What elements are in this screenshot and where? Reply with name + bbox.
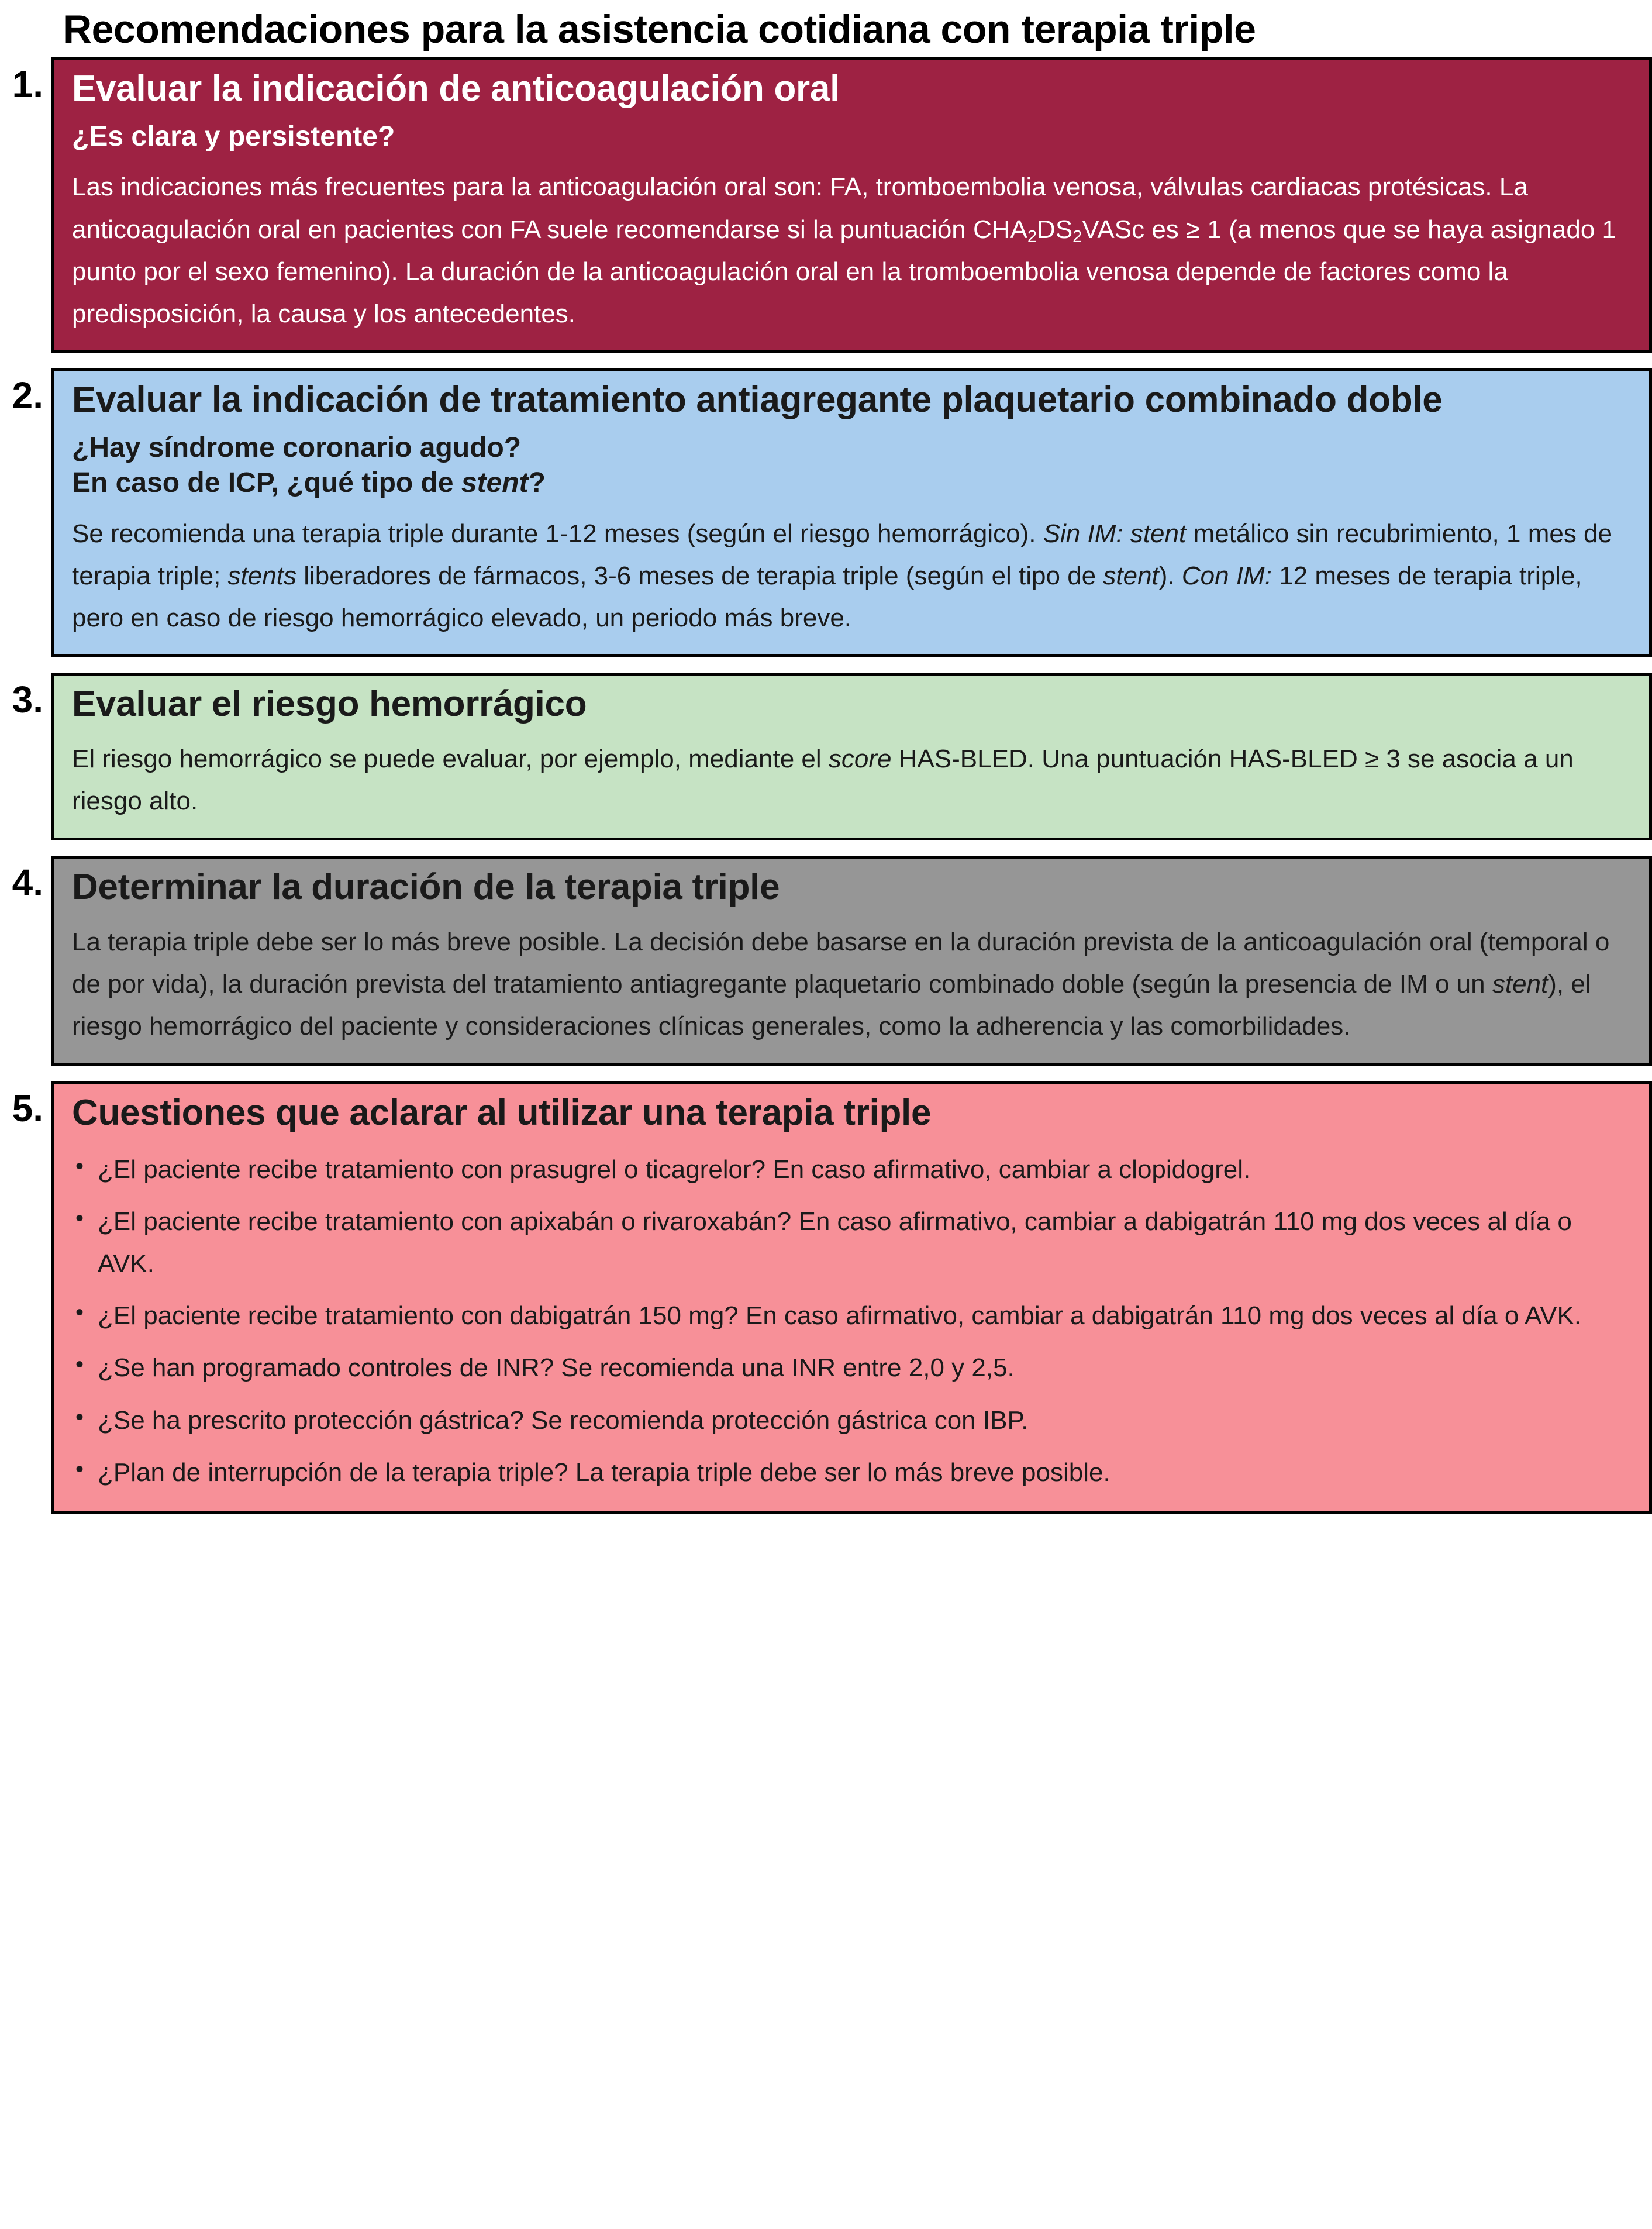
list-item: • ¿Se ha prescrito protección gástrica? Se recomienda protección gástrica con IBP.	[72, 1400, 1632, 1441]
step-2-body-i1: Sin IM: stent	[1043, 519, 1187, 548]
step-2-body-p4: ).	[1158, 561, 1182, 591]
list-item: • ¿El paciente recibe tratamiento con prasugrel o ticagrelor? En caso afirmativo, cambiar a clopidogrel.	[72, 1149, 1632, 1190]
step-2-subtitle-line-1: ¿Hay síndrome coronario agudo?	[72, 432, 522, 463]
step-2-body-p2: metálico sin recubrimiento, 1 mes de terapia triple;	[72, 519, 1612, 591]
step-3-body-p1: El riesgo hemorrágico se puede evaluar, por ejemplo, mediante el	[72, 745, 829, 774]
page-title: Recomendaciones para la asistencia cotidiana con terapia triple	[63, 7, 1256, 51]
step-3-body	[72, 738, 1632, 822]
step-5-bullet-list	[72, 1149, 1632, 1493]
step-1-body-prefix: Las indicaciones más frecuentes para la anticoagulación oral son: FA, tromboembolia venosa, válvulas cardiacas protésicas. La anticoagulación oral en pacientes con FA suele recomendarse si la puntuación CHA	[72, 173, 1528, 244]
step-4-body-p1: La terapia triple debe ser lo más breve posible. La decisión debe basarse en la duración prevista de la anticoagulación oral (temporal o de por vida), la duración prevista del tratamiento antiagregante plaquetario combinado doble (según la presencia de IM o un	[72, 928, 1610, 999]
list-item: • ¿El paciente recibe tratamiento con dabigatrán 150 mg? En caso afirmativo, cambiar a dabigatrán 110 mg dos veces al día o AVK.	[72, 1295, 1632, 1336]
list-item: • ¿El paciente recibe tratamiento con apixabán o rivaroxabán? En caso afirmativo, cambiar a dabigatrán 110 mg dos veces al día o AVK.	[72, 1201, 1632, 1284]
step-5	[0, 1081, 1652, 1514]
step-4-title: Determinar la duración de la terapia triple	[72, 867, 780, 908]
step-3-title: Evaluar el riesgo hemorrágico	[72, 684, 587, 725]
step-3-box	[51, 673, 1652, 840]
step-2-body-i3: stent	[1103, 561, 1159, 591]
step-1-body-mid1: DS	[1037, 215, 1073, 244]
step-2-body-p3: liberadores de fármacos, 3-6 meses de terapia triple (según el tipo de	[296, 561, 1103, 591]
step-1-box	[51, 57, 1652, 353]
step-2-body-i2: stents	[227, 561, 296, 591]
step-1-title: Evaluar la indicación de anticoagulación oral	[72, 68, 840, 109]
step-4-body-i1: stent	[1492, 970, 1548, 999]
step-2-box	[51, 368, 1652, 657]
list-item: • ¿Se han programado controles de INR? Se recomienda una INR entre 2,0 y 2,5.	[72, 1347, 1632, 1389]
step-4	[0, 856, 1652, 1066]
step-5-box	[51, 1081, 1652, 1514]
step-1-number: 1.	[12, 63, 43, 106]
step-5-number: 5.	[12, 1087, 43, 1129]
steps-list	[0, 57, 1652, 1514]
step-2-body	[72, 513, 1632, 639]
step-3-body-i1: score	[828, 745, 892, 774]
step-2-body-i4: Con IM:	[1181, 561, 1272, 591]
step-1-body-sub2: 2	[1072, 228, 1082, 247]
step-1-subtitle: ¿Es clara y persistente?	[72, 120, 395, 152]
step-3-number: 3.	[12, 678, 43, 721]
step-1	[0, 57, 1652, 353]
step-4-body-p2: ), el riesgo hemorrágico del paciente y consideraciones clínicas generales, como la adherencia y las comorbilidades.	[72, 970, 1591, 1041]
step-3-body-p2: HAS-BLED. Una puntuación HAS-BLED ≥ 3 se asocia a un riesgo alto.	[72, 745, 1574, 816]
list-item: • ¿Plan de interrupción de la terapia triple? La terapia triple debe ser lo más breve posible.	[72, 1452, 1632, 1493]
step-1-body-suffix: VASc es ≥ 1 (a menos que se haya asignado 1 punto por el sexo femenino). La duración de la anticoagulación oral en la tromboembolia venosa depende de factores como la predisposición, la causa y los antecedentes.	[72, 215, 1616, 328]
step-4-box	[51, 856, 1652, 1066]
step-2-title: Evaluar la indicación de tratamiento antiagregante plaquetario combinado doble	[72, 380, 1443, 420]
step-2-subtitle-line-2-a: En caso de ICP, ¿qué tipo de	[72, 467, 461, 499]
step-2-subtitle-line-2	[72, 467, 1632, 500]
step-2-subtitle-line-2-b: ?	[528, 467, 546, 499]
step-2-body-p1: Se recomienda una terapia triple durante 1-12 meses (según el riesgo hemorrágico).	[72, 519, 1043, 548]
step-2	[0, 368, 1652, 657]
step-2-subtitle-line-2-italic: stent	[461, 467, 529, 499]
step-4-number: 4.	[12, 862, 43, 904]
step-5-title: Cuestiones que aclarar al utilizar una terapia triple	[72, 1092, 932, 1133]
step-2-number: 2.	[12, 374, 43, 416]
step-3	[0, 673, 1652, 840]
step-1-body	[72, 166, 1632, 335]
step-1-body-sub1: 2	[1027, 228, 1037, 247]
step-2-body-p5: 12 meses de terapia triple, pero en caso de riesgo hemorrágico elevado, un periodo más breve.	[72, 561, 1582, 633]
step-4-body	[72, 921, 1632, 1048]
